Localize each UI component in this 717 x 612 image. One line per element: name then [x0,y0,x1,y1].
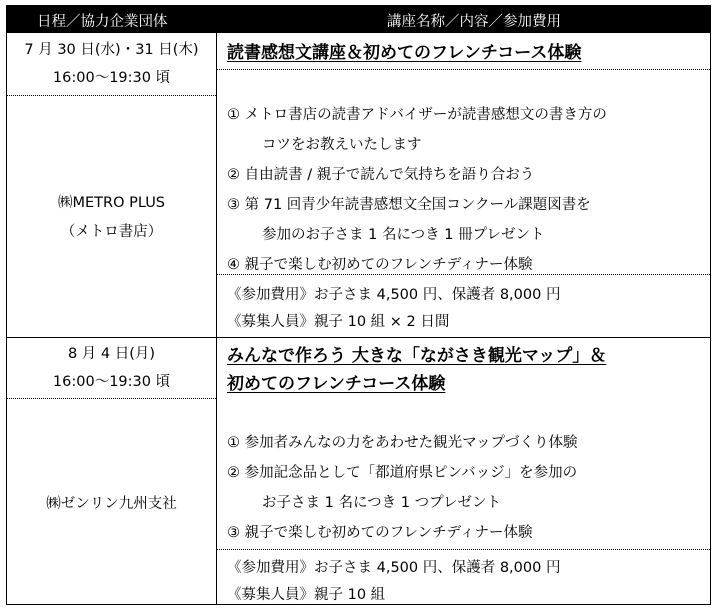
row1-fee: 《参加費用》お子さま 4,500 円、保護者 8,000 円 [227,287,561,303]
row2-date: 8 月 4 日(月) [67,346,156,362]
row2-item: ② 参加記念品として「都道府県ピンバッジ」を参加の [227,465,578,481]
row1-item: コツをお教えいたします [262,137,422,153]
row2-item: ③ 親子で楽しむ初めてのフレンチディナー体験 [227,525,533,541]
column-divider [216,33,217,604]
row2-course-title-cont: 初めてのフレンチコース体験 [227,374,446,394]
row1-item: ② 自由読書 / 親子で読んで気持ちを語り合おう [227,167,535,183]
row-separator [7,337,710,338]
row1-course-title: 読書感想文講座＆初めてのフレンチコース体験 [227,43,582,63]
row1-item: ④ 親子で楽しむ初めてのフレンチディナー体験 [227,257,533,273]
row2-item: お子さま 1 名につき 1 つプレゼント [262,495,502,511]
row1-time: 16:00～19:30 頃 [52,70,171,86]
row1-org-sub: （メトロ書店） [60,224,163,240]
row1-item: ③ 第 71 回青少年読書感想文全国コンクール課題図書を [227,197,591,213]
row1-recruit: 《募集人員》親子 10 組 × 2 日間 [227,314,450,330]
row1-date-divider [7,95,216,96]
row1-fee-divider [216,274,710,275]
row1-org: ㈱METRO PLUS [57,195,166,211]
header-col-course: 講座名称／内容／参加費用 [387,14,561,30]
schedule-table [6,5,711,605]
row1-item: ① メトロ書店の読書アドバイザーが読書感想文の書き方の [227,107,607,123]
row2-course-title: みんなで作ろう 大きな「ながさき観光マップ」＆ [227,346,607,366]
header-col-schedule: 日程／協力企業団体 [37,14,168,30]
row2-date-divider [7,398,216,399]
table-header [7,6,710,33]
row2-recruit: 《募集人員》親子 10 組 [227,587,386,603]
row1-title-divider [216,69,710,70]
row1-item: 参加のお子さま 1 名につき 1 冊プレゼント [262,227,545,243]
row2-item: ① 参加者みんなの力をあわせた観光マップづくり体験 [227,435,578,451]
row2-fee: 《参加費用》お子さま 4,500 円、保護者 8,000 円 [227,560,561,576]
row2-fee-divider [216,549,710,550]
row2-time: 16:00～19:30 頃 [52,374,171,390]
row2-org: ㈱ゼンリン九州支社 [46,496,177,512]
row1-date: 7 月 30 日(水)・31 日(木) [24,42,199,58]
